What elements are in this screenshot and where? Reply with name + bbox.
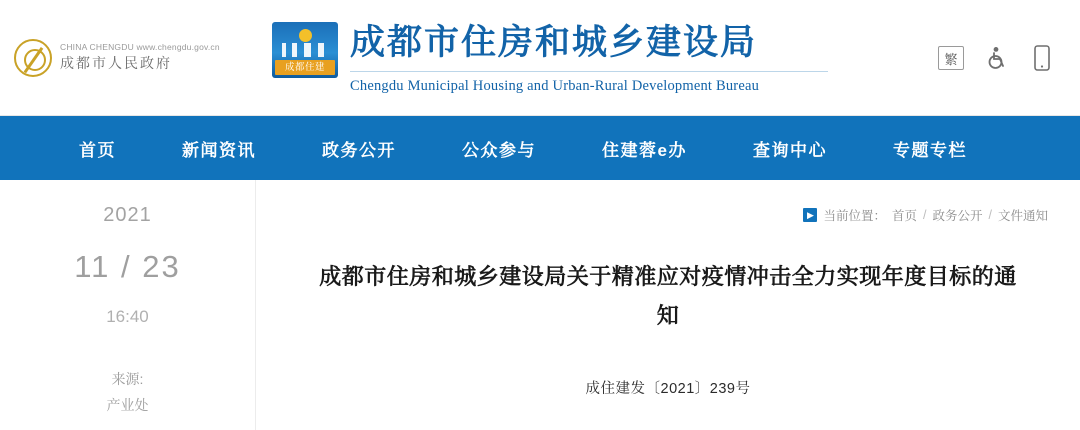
nav-item-home[interactable]: 首页	[79, 140, 116, 160]
header-tools	[938, 44, 1056, 72]
brand-divider	[350, 71, 828, 72]
fan-text-icon: 繁	[944, 51, 958, 67]
triangle-right-icon: ▶	[803, 208, 817, 222]
article-day: 11 / 23	[74, 249, 181, 284]
badge-label: 成都住建	[275, 60, 335, 75]
site-header	[0, 0, 1080, 116]
article-source-label: 来源:	[111, 371, 144, 387]
skyline-icon	[278, 43, 332, 57]
sun-icon	[299, 29, 312, 42]
nav-item-special-topics[interactable]: 专题专栏	[892, 140, 967, 160]
gov-logo-pinyin: CHINA CHENGDU www.chengdu.gov.cn	[60, 42, 220, 53]
nav-item-query-center[interactable]: 查询中心	[752, 140, 827, 160]
nav-item-government-affairs[interactable]: 政务公开	[322, 140, 396, 160]
article-content-column	[256, 180, 1080, 430]
breadcrumb-separator-1: /	[923, 208, 927, 222]
accessibility-mode-button[interactable]	[982, 44, 1010, 72]
article-year: 2021	[103, 204, 152, 226]
mobile-version-button[interactable]	[1028, 44, 1056, 72]
nav-item-public-participation[interactable]: 公众参与	[462, 140, 536, 160]
site-title-cn: 成都市住房和城乡建设局	[350, 23, 758, 62]
article-meta-column	[0, 180, 256, 430]
article-body	[0, 180, 1080, 430]
article-time: 16:40	[106, 307, 149, 326]
nav-item-rong-e-service[interactable]: 住建蓉e办	[602, 140, 687, 160]
page-title: 成都市住房和城乡建设局关于精准应对疫情冲击全力实现年度目标的通知	[319, 264, 1017, 328]
traditional-chinese-toggle[interactable]	[938, 46, 964, 70]
gov-logo-text	[60, 42, 220, 72]
breadcrumb-item-home[interactable]: 首页	[891, 209, 917, 223]
article-source-value: 产业处	[106, 397, 149, 413]
breadcrumb-item-documents[interactable]: 文件通知	[997, 209, 1048, 223]
main-nav	[0, 116, 1080, 180]
brand-titles	[350, 22, 828, 95]
gov-portal-logo[interactable]	[14, 39, 220, 77]
gov-emblem-icon	[14, 39, 52, 77]
site-brand[interactable]	[272, 22, 828, 95]
breadcrumb	[803, 206, 1048, 224]
mobile-phone-icon	[1034, 45, 1050, 71]
breadcrumb-prefix: 当前位置：	[823, 209, 886, 223]
nav-item-news[interactable]: 新闻资讯	[182, 140, 256, 160]
breadcrumb-separator-2: /	[988, 208, 992, 222]
document-number: 成住建发〔2021〕239号	[585, 381, 751, 397]
bureau-badge-icon	[272, 22, 338, 78]
site-title-en: Chengdu Municipal Housing and Urban-Rural Development Bureau	[350, 78, 760, 95]
wheelchair-icon	[985, 46, 1007, 70]
breadcrumb-item-government-affairs[interactable]: 政务公开	[932, 209, 983, 223]
gov-logo-name: 成都市人民政府	[60, 54, 172, 71]
